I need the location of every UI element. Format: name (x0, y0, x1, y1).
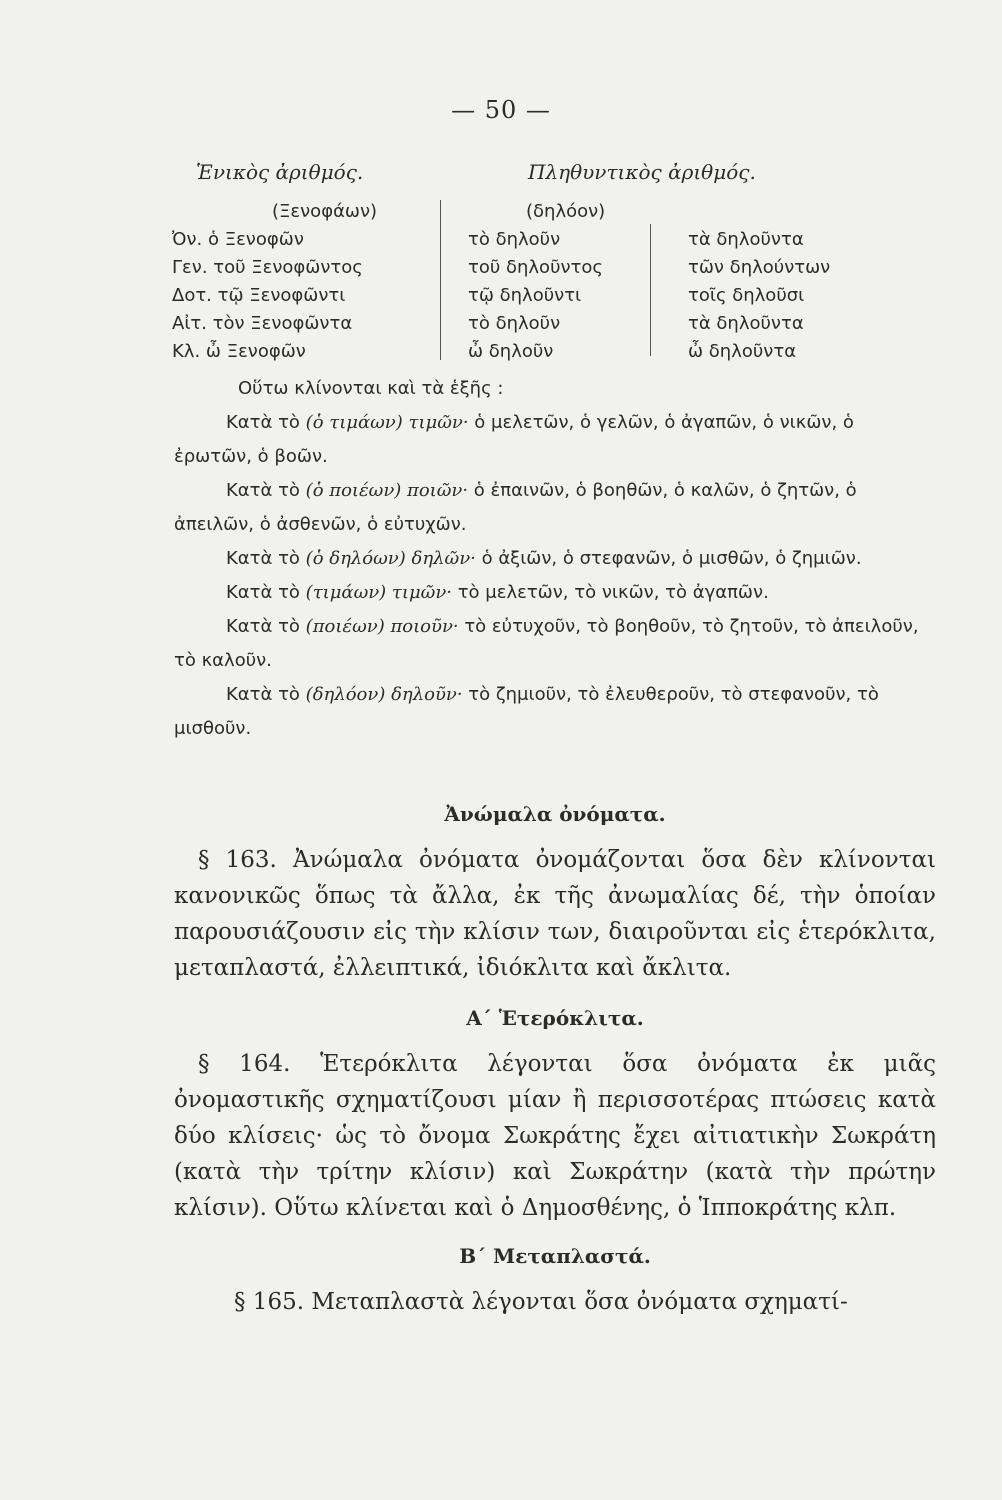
singular-heading: Ἑνικὸς ἀριθμός. (196, 160, 364, 184)
singular-xenophon-column (172, 198, 422, 366)
table-row: Κλ. ὦ Ξενοφῶν (172, 341, 306, 362)
page-number: — 50 — (451, 96, 551, 124)
table-row: Δοτ. τῷ Ξενοφῶντι (172, 285, 346, 306)
table-row: (Ξενοφάων) (272, 201, 378, 222)
declension-examples (174, 372, 936, 746)
table-row: τῶν δηλούντων (688, 257, 831, 278)
plural-neuter-column (688, 226, 888, 366)
table-row: τῷ δηλοῦντι (468, 285, 582, 306)
table-row: ὦ δηλοῦν (468, 341, 554, 362)
paragraph-165: § 165. Μεταπλαστὰ λέγονται ὅσα ὀνόματα σχηματί- (234, 1289, 848, 1315)
column-divider (440, 200, 441, 360)
table-row: ὦ δηλοῦντα (688, 341, 797, 362)
main-text (174, 796, 936, 1320)
paragraph-163: § 163. Ἀνώμαλα ὀνόματα ὀνομάζονται ὅσα δὲν κλίνονται κανονικῶς ὅπως τὰ ἄλλα, ἐκ τῆς ἀνωμαλίας δέ, τὴν ὁποίαν παρουσιάζουσιν εἰς τὴν κλίσιν των, διαιροῦνται εἰς ἑτερόκλιτα, μεταπλαστά, ἐλλειπτικά, ἰδιόκλιτα καὶ ἄκλιτα. (174, 847, 936, 981)
table-row: Ὀν. ὁ Ξενοφῶν (172, 229, 304, 250)
intro-line: Οὕτω κλίνονται καὶ τὰ ἑξῆς : (238, 378, 504, 399)
example-paragraph: Κατὰ τὸ (ὁ ποιέων) ποιῶν· ὁ ἐπαινῶν, ὁ βοηθῶν, ὁ καλῶν, ὁ ζητῶν, ὁ ἀπειλῶν, ὁ ἀσθενῶν, ὁ εὐτυχῶν. (174, 480, 857, 535)
table-row: Γεν. τοῦ Ξενοφῶντος (172, 257, 363, 278)
column-divider (650, 224, 651, 356)
example-paragraph: Κατὰ τὸ (ὁ τιμάων) τιμῶν· ὁ μελετῶν, ὁ γελῶν, ὁ ἀγαπῶν, ὁ νικῶν, ὁ ἐρωτῶν, ὁ βοῶν. (174, 412, 854, 467)
example-paragraph: Κατὰ τὸ (τιμάων) τιμῶν· τὸ μελετῶν, τὸ νικῶν, τὸ ἀγαπῶν. (226, 582, 769, 603)
table-row: Αἰτ. τὸν Ξενοφῶντα (172, 313, 353, 334)
table-row: τὸ δηλοῦν (468, 313, 561, 334)
table-row: τὰ δηλοῦντα (688, 229, 804, 250)
table-row: τοῦ δηλοῦντος (468, 257, 603, 278)
table-row: τὰ δηλοῦντα (688, 313, 804, 334)
example-paragraph: Κατὰ τὸ (δηλόον) δηλοῦν· τὸ ζημιοῦν, τὸ ἐλευθεροῦν, τὸ στεφανοῦν, τὸ μισθοῦν. (174, 684, 879, 739)
example-paragraph: Κατὰ τὸ (ποιέων) ποιοῦν· τὸ εὐτυχοῦν, τὸ βοηθοῦν, τὸ ζητοῦν, τὸ ἀπειλοῦν, τὸ καλοῦν. (174, 616, 919, 671)
table-row: (δηλόον) (526, 201, 606, 222)
plural-heading: Πληθυντικὸς ἀριθμός. (528, 160, 756, 184)
section-heading: Ἀνώμαλα ὀνόματα. (444, 802, 666, 826)
section-heading: Α΄ Ἑτερόκλιτα. (466, 1006, 644, 1030)
table-row: τοῖς δηλοῦσι (688, 285, 805, 306)
section-heading: Β΄ Μεταπλαστά. (459, 1244, 651, 1268)
table-row: τὸ δηλοῦν (468, 229, 561, 250)
declension-table (172, 198, 892, 362)
paragraph-164: § 164. Ἑτερόκλιτα λέγονται ὅσα ὀνόματα ἐκ μιᾶς ὀνομαστικῆς σχηματίζουσι μίαν ἢ περισσοτέρας πτώσεις κατὰ δύο κλίσεις· ὡς τὸ ὄνομα Σωκράτης ἔχει αἰτιατικὴν Σωκράτη (κατὰ τὴν τρίτην κλίσιν) καὶ Σωκράτην (κατὰ τὴν πρώτην κλίσιν). Οὕτω κλίνεται καὶ ὁ Δημοσθένης, ὁ Ἱπποκράτης κλπ. (174, 1051, 936, 1221)
example-paragraph: Κατὰ τὸ (ὁ δηλόων) δηλῶν· ὁ ἀξιῶν, ὁ στεφανῶν, ὁ μισθῶν, ὁ ζημιῶν. (226, 548, 862, 569)
singular-neuter-column (468, 198, 648, 366)
